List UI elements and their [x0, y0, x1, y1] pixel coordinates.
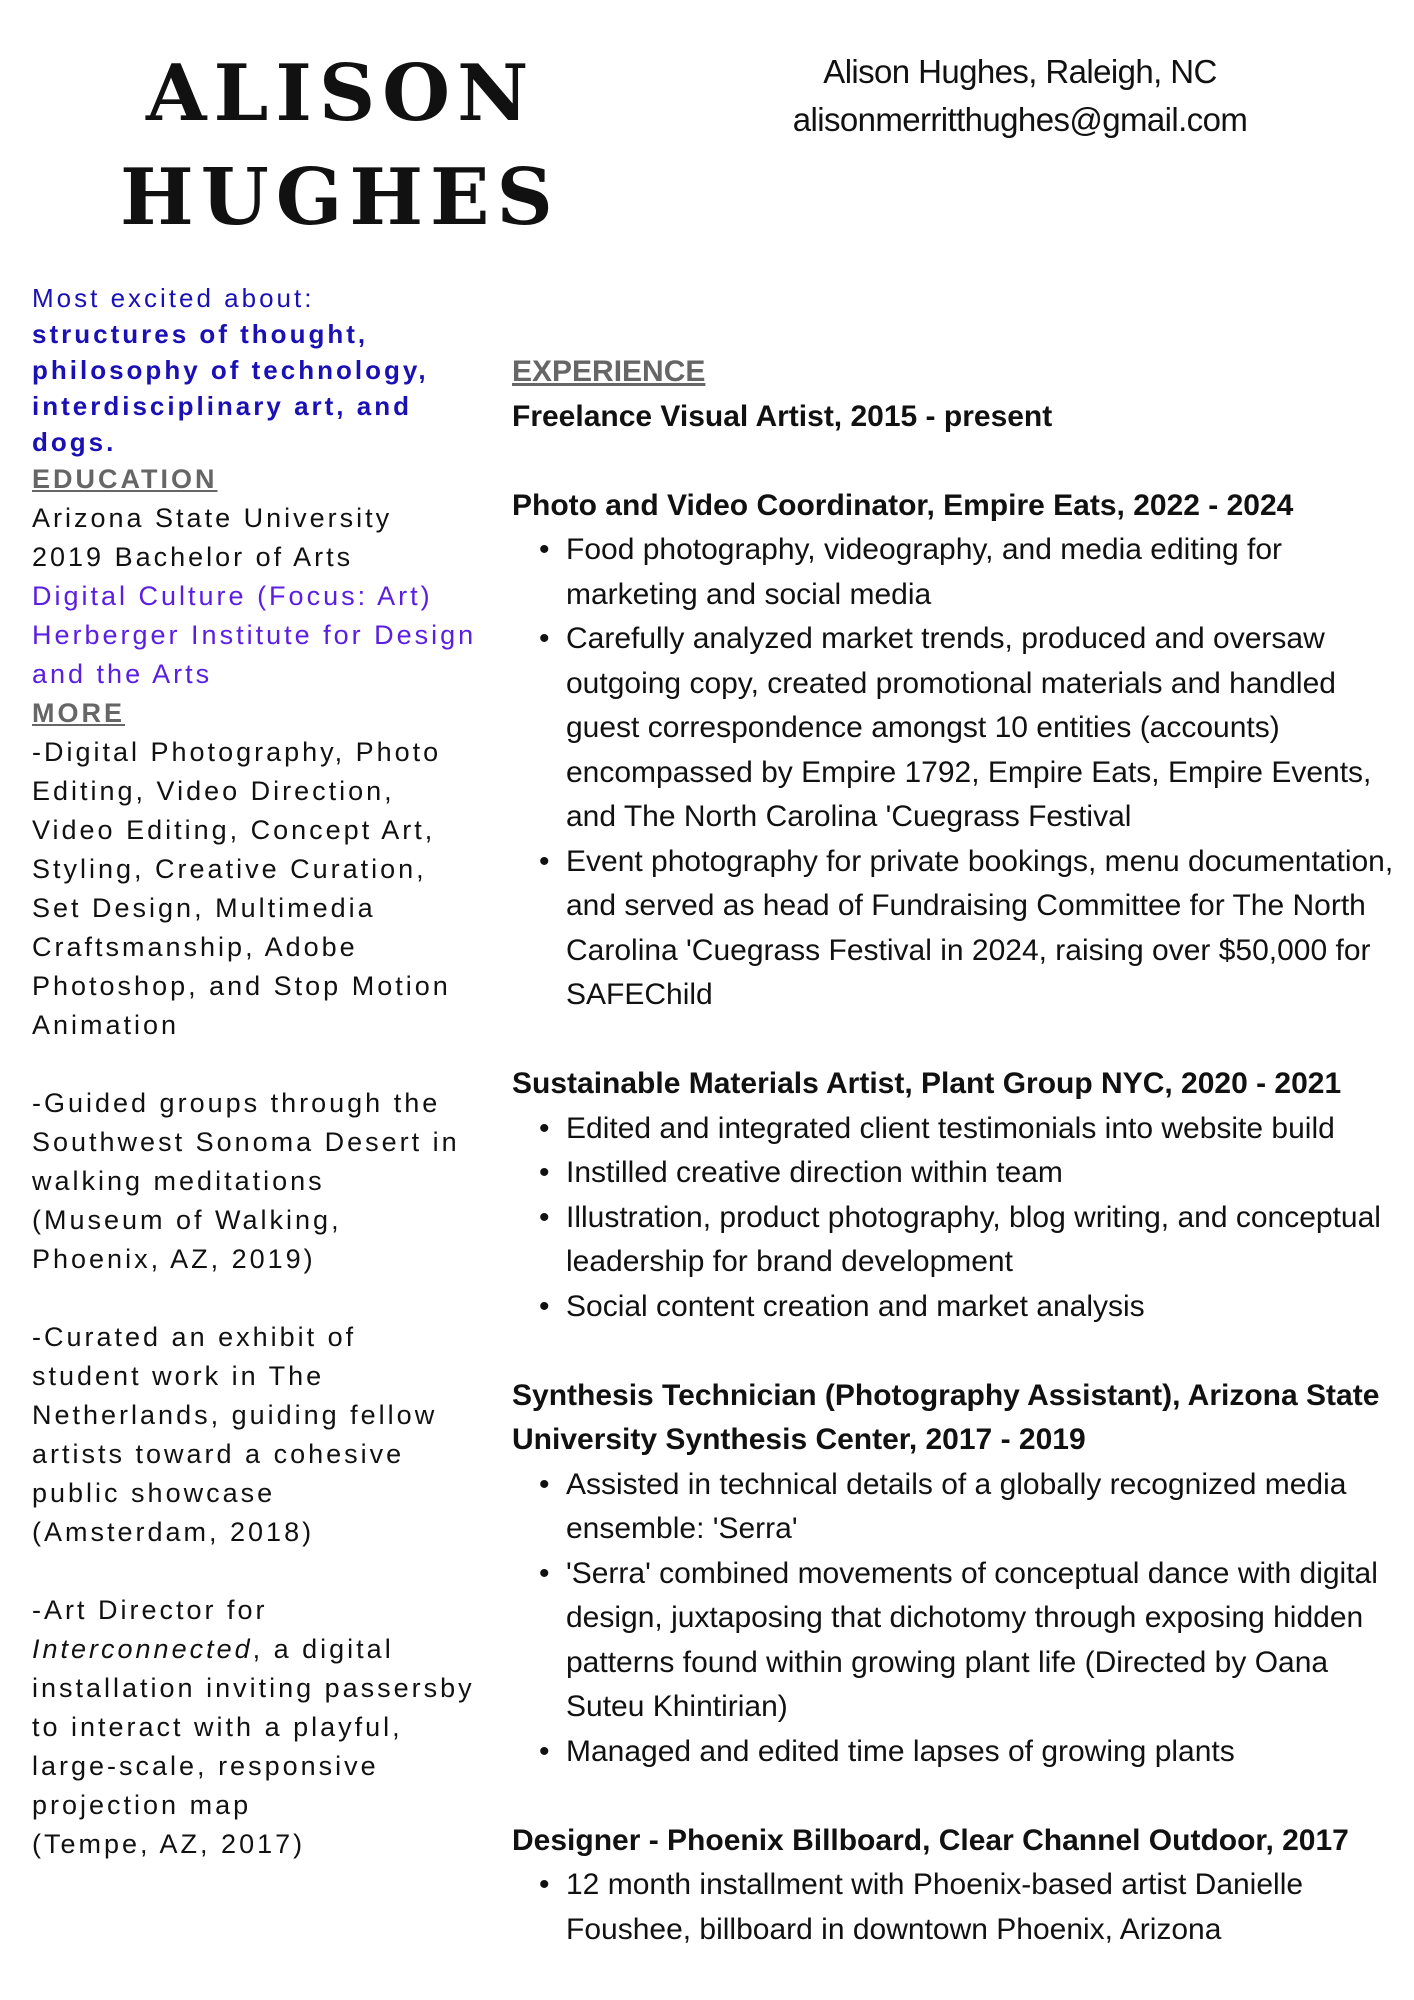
left-column	[32, 280, 502, 1864]
job-bullet: • Illustration, product photography, blog writing, and conceptual leadership for brand development	[566, 1196, 1402, 1285]
job-bullet: • Food photography, videography, and media editing for marketing and social media	[566, 528, 1402, 617]
skills-line: Craftsmanship, Adobe	[32, 932, 358, 962]
freelance-title: Freelance Visual Artist, 2015 - present	[512, 399, 1053, 433]
art-director-line	[32, 1630, 502, 1669]
art-director-line: (Tempe, AZ, 2017)	[32, 1829, 306, 1859]
art-director-line: -Art Director for	[32, 1595, 268, 1625]
skills-line: Photoshop, and Stop Motion	[32, 971, 451, 1001]
excited-line: interdisciplinary art, and	[32, 391, 412, 421]
job-bullets	[512, 528, 1402, 1018]
walking-block	[32, 1084, 502, 1279]
art-director-line: to interact with a playful,	[32, 1712, 403, 1742]
job-bullet: • Social content creation and market analysis	[566, 1285, 1402, 1330]
job-bullet: • Instilled creative direction within team	[566, 1151, 1402, 1196]
education-school: Arizona State University	[32, 503, 393, 533]
job-entry	[512, 484, 1402, 1018]
job-title: Photo and Video Coordinator, Empire Eats, 2022 - 2024	[512, 488, 1294, 522]
name-last: HUGHES	[120, 152, 560, 243]
education-institute: Herberger Institute for Design	[32, 620, 477, 650]
walking-line: walking meditations	[32, 1166, 325, 1196]
job-bullet: • Managed and edited time lapses of growing plants	[566, 1730, 1402, 1775]
education-degree: 2019 Bachelor of Arts	[32, 542, 354, 572]
contact-name-location: Alison Hughes, Raleigh, NC	[823, 53, 1217, 90]
art-director-block	[32, 1591, 502, 1864]
excited-line: philosophy of technology,	[32, 355, 429, 385]
job-entry	[512, 1062, 1402, 1329]
job-bullet: • Event photography for private bookings, menu documentation, and served as head of Fundraising Committee for The North Carolina 'Cuegrass Festival in 2024, raising over $50,000 for SAFEChild	[566, 840, 1402, 1018]
experience-column	[512, 350, 1402, 1952]
curated-line: Netherlands, guiding fellow	[32, 1400, 438, 1430]
skills-line: Video Editing, Concept Art,	[32, 815, 436, 845]
project-title: Interconnected	[32, 1634, 253, 1664]
art-director-line: projection map	[32, 1790, 252, 1820]
curated-block	[32, 1318, 502, 1552]
job-bullet: • 'Serra' combined movements of conceptual dance with digital design, juxtaposing that dichotomy through exposing hidden patterns found within growing plant life (Directed by Oana Suteu Khintirian)	[566, 1552, 1402, 1730]
excited-line: dogs.	[32, 427, 117, 457]
walking-line: (Museum of Walking,	[32, 1205, 342, 1235]
candidate-name	[120, 42, 560, 250]
contact-email: alisonmerritthughes@gmail.com	[792, 101, 1248, 138]
excited-line: structures of thought,	[32, 319, 369, 349]
job-title: Sustainable Materials Artist, Plant Group NYC, 2020 - 2021	[512, 1067, 1342, 1100]
curated-line: public showcase	[32, 1478, 276, 1508]
job-entry	[512, 1819, 1402, 1953]
job-bullet: • Carefully analyzed market trends, produced and oversaw outgoing copy, created promotional materials and handled guest correspondence amongst 10 entities (accounts) encompassed by Empire 1792, Empire Eats, Empire Events, and The North Carolina 'Cuegrass Festival	[566, 617, 1402, 840]
job-bullet: • 12 month installment with Phoenix-based artist Danielle Foushee, billboard in downtown Phoenix, Arizona	[566, 1863, 1402, 1952]
skills-line: Animation	[32, 1010, 180, 1040]
job-title: Synthesis Technician (Photography Assistant), Arizona State University Synthesis Center, 2017 - 2019	[512, 1378, 1380, 1456]
skills-line: Editing, Video Direction,	[32, 776, 395, 806]
experience-heading: EXPERIENCE	[512, 355, 706, 388]
curated-line: student work in The	[32, 1361, 325, 1391]
walking-line: Southwest Sonoma Desert in	[32, 1127, 460, 1157]
contact-block	[760, 48, 1280, 144]
job-bullets	[512, 1107, 1402, 1330]
more-heading: MORE	[32, 698, 125, 728]
walking-line: Phoenix, AZ, 2019)	[32, 1244, 316, 1274]
name-first: ALISON	[146, 48, 536, 139]
curated-line: -Curated an exhibit of	[32, 1322, 357, 1352]
excited-intro: Most excited about:	[32, 283, 315, 313]
job-title: Designer - Phoenix Billboard, Clear Channel Outdoor, 2017	[512, 1823, 1349, 1857]
job-entry	[512, 1374, 1402, 1775]
education-major: Digital Culture (Focus: Art)	[32, 581, 433, 611]
walking-line: -Guided groups through the	[32, 1088, 441, 1118]
art-director-line: large-scale, responsive	[32, 1751, 379, 1781]
education-heading: EDUCATION	[32, 464, 218, 494]
job-bullets	[512, 1863, 1402, 1952]
skills-line: -Digital Photography, Photo	[32, 737, 442, 767]
job-bullet: • Edited and integrated client testimonials into website build	[566, 1107, 1402, 1152]
curated-line: artists toward a cohesive	[32, 1439, 405, 1469]
excited-topics	[32, 316, 502, 460]
project-title-suffix: , a digital	[252, 1634, 394, 1664]
skills-line: Set Design, Multimedia	[32, 893, 376, 923]
job-bullet: • Assisted in technical details of a globally recognized media ensemble: 'Serra'	[566, 1463, 1402, 1552]
curated-line: (Amsterdam, 2018)	[32, 1517, 315, 1547]
education-institute: and the Arts	[32, 659, 213, 689]
skills-line: Styling, Creative Curation,	[32, 854, 427, 884]
skills-block	[32, 733, 502, 1045]
job-bullets	[512, 1463, 1402, 1775]
art-director-line: installation inviting passersby	[32, 1673, 475, 1703]
